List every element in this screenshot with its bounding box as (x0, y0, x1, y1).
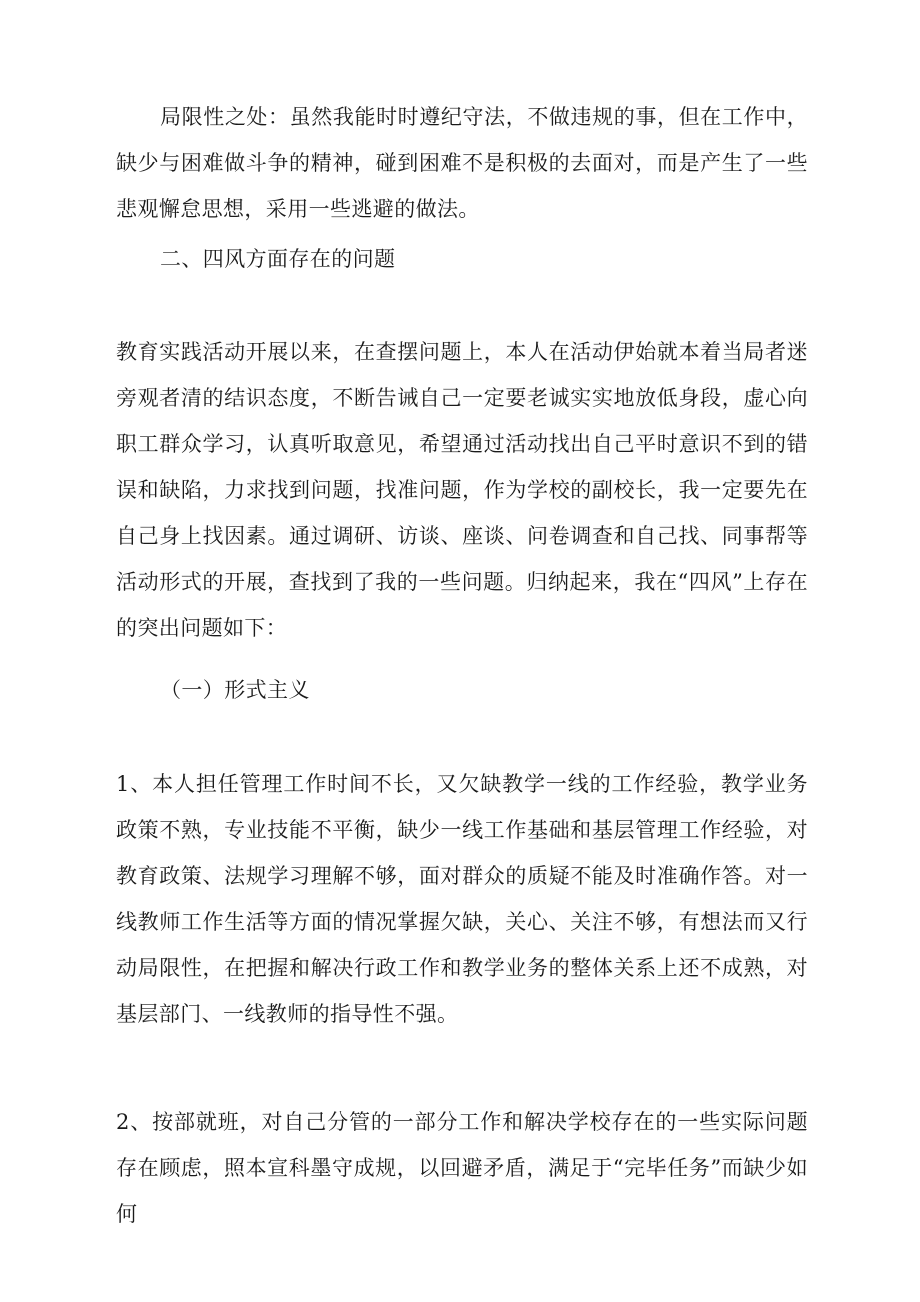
paragraph-practice-activity: 教育实践活动开展以来，在查摆问题上，本人在活动伊始就本着当局者迷旁观者清的结识态度，不断告诫自己一定要老诚实实地放低身段，虚心向职工群众学习，认真听取意见，希望通过活动找出自己平时意识不到的错误和缺陷，力求找到问题，找准问题，作为学校的副校长，我一定要先在自己身上找因素。通过调研、访谈、座谈、问卷调查和自己找、同事帮等活动形式的开展，查找到了我的一些问题。归纳起来，我在“四风”上存在的突出问题如下： (116, 340, 808, 640)
subsection-heading-formalism: （一）形式主义 (160, 678, 310, 702)
paragraph-item-1: 1、本人担任管理工作时间不长，又欠缺教学一线的工作经验，教学业务政策不熟，专业技能不平衡，缺少一线工作基础和基层管理工作经验，对教育政策、法规学习理解不够，面对群众的质疑不能及时准确作答。对一线教师工作生活等方面的情况掌握欠缺，关心、关注不够，有想法而又行动局限性，在把握和解决行政工作和教学业务的整体关系上还不成熟，对基层部门、一线教师的指导性不强。 (116, 772, 808, 1026)
paragraph-item-2: 2、按部就班，对自己分管的一部分工作和解决学校存在的一些实际问题存在顾虑，照本宣科墨守成规，以回避矛盾，满足于“完毕任务”而缺少如何 (116, 1110, 808, 1226)
section-heading-four-winds: 二、四风方面存在的问题 (160, 247, 396, 271)
paragraph-limitations: 局限性之处：虽然我能时时遵纪守法，不做违规的事，但在工作中，缺少与困难做斗争的精神，碰到困难不是积极的去面对，而是产生了一些悲观懈怠思想，采用一些逃避的做法。 (116, 105, 808, 221)
